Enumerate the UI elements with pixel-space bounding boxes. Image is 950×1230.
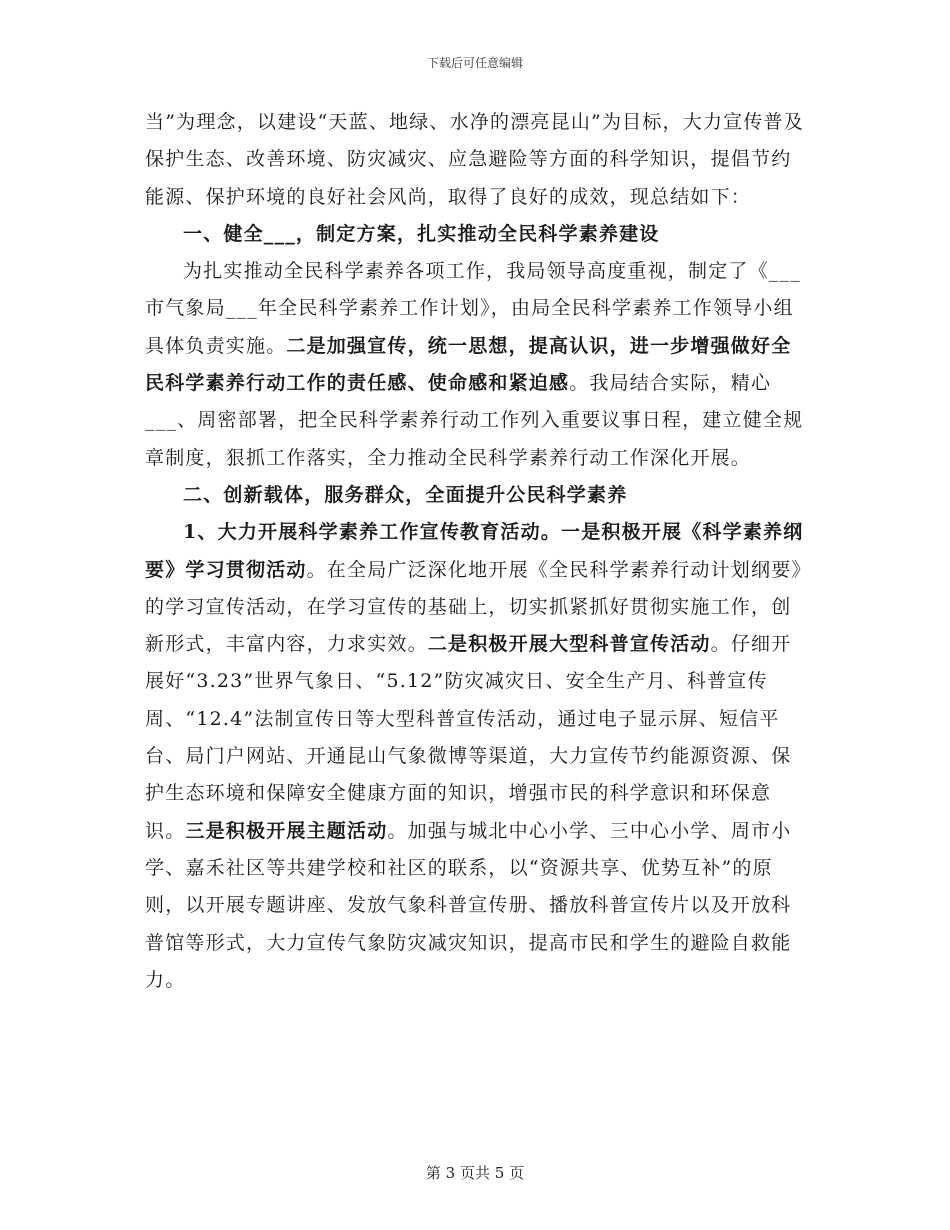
paragraph-text: 。我局结合实际，精心___、周密部署，把全民科学素养行动工作列入重要议事日程，建立健全规章制度，狠抓工作落实，全力推动全民科学素养行动工作深化开展。 [145, 372, 804, 469]
paragraph-text: 。加强与城北中心小学、三中心小学、周市小学、嘉禾社区等共建学校和社区的联系，以“资源共享、优势互补”的原则，以开展专题讲座、发放气象科普宣传册、播放科普宣传片以及开放科普馆等形式，大力宣传气象防灾减灾知识，提高市民和学生的避险自救能力。 [145, 819, 792, 991]
bold-emphasis: 1、大力开展科学素养工作宣传教育活动。一是积极开展《科学素养纲要》学习贯彻活动 [145, 521, 804, 581]
paragraph-section-2 [145, 514, 805, 999]
bold-emphasis: 二是加强宣传，统一思想，提高认识，进一步增强做好全民科学素养行动工作的责任感、使命感和紧迫感 [145, 334, 792, 395]
bold-emphasis: 三是积极开展主题活动 [185, 819, 388, 842]
section-heading-2: 二、创新载体，服务群众，全面提升公民科学素养 [183, 483, 628, 506]
document-body [145, 104, 805, 999]
page-header: 下载后可任意编辑 [426, 56, 523, 70]
paragraph-text: 。仔细开展好“3.23”世界气象日、“5.12”防灾减灾日、安全生产月、科普宣传周、“12.4”法制宣传日等大型科普宣传活动，通过电子显示屏、短信平台、局门户网站、开通昆山气象微博等渠道，大力宣传节约能源资源、保护生态环境和保障安全健康方面的知识，增强市民的科学意识和环保意识。 [145, 633, 792, 842]
paragraph-section-1 [145, 253, 805, 477]
bold-emphasis: 二是积极开展大型科普宣传活动 [427, 633, 711, 656]
paragraph-text: 。在全局广泛深化地开展《全民科学素养行动计划纲要》的学习宣传活动，在学习宣传的基础上，切实抓紧抓好贯彻实施工作，创新形式，丰富内容，力求实效。 [145, 558, 803, 656]
paragraph-text: 为扎实推动全民科学素养各项工作，我局领导高度重视，制定了《___市气象局___年全民科学素养工作计划》，由局全民科学素养工作领导小组具体负责实施。 [145, 260, 801, 357]
section-heading-1: 一、健全___，制定方案，扎实推动全民科学素养建设 [183, 222, 660, 245]
page-number: 第 3 页共 5 页 [425, 1164, 525, 1182]
paragraph-intro-continuation: 当”为理念，以建设“天蓝、地绿、水净的漂亮昆山”为目标，大力宣传普及保护生态、改善环境、防灾减灾、应急避险等方面的科学知识，提倡节约能源、保护环境的良好社会风尚，取得了良好的成效，现总结如下： [145, 111, 804, 208]
